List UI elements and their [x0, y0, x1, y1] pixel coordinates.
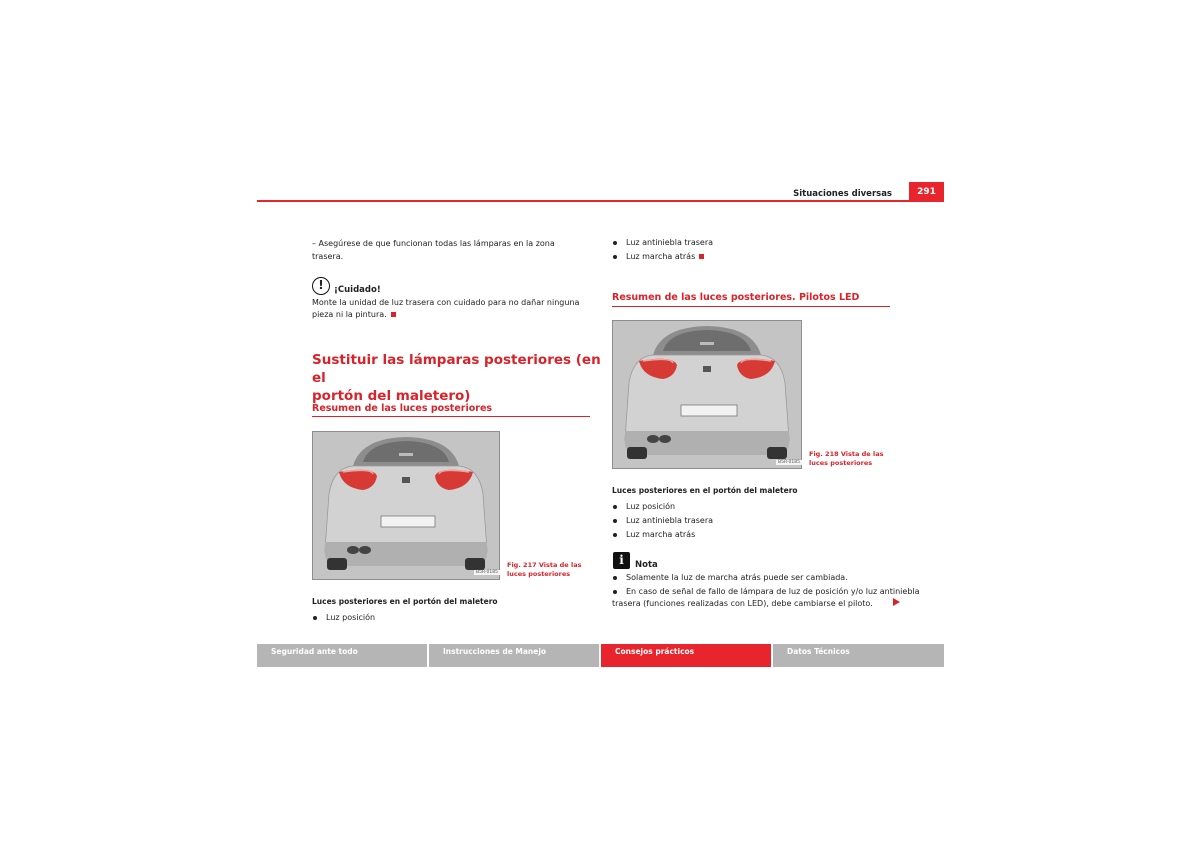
bullet-dot — [313, 616, 317, 620]
figure-217 — [312, 431, 500, 580]
list-item — [612, 530, 695, 539]
tab-label: Seguridad ante todo — [271, 647, 358, 656]
list-item-text: Luz posición — [326, 613, 376, 622]
bullet-dot — [613, 241, 617, 245]
list-item — [612, 516, 713, 525]
section-title: Situaciones diversas — [793, 189, 892, 199]
tab-seguridad[interactable] — [257, 644, 427, 667]
tab-label: Datos Técnicos — [787, 647, 850, 656]
list-item — [612, 587, 920, 596]
lights-label-right: Luces posteriores en el portón del maletero — [612, 486, 798, 495]
list-item-text: Solamente la luz de marcha atrás puede ser cambiada. — [626, 573, 848, 582]
bullet-dot — [613, 519, 617, 523]
list-item — [612, 238, 713, 247]
exclamation-circle-icon: ! — [312, 277, 330, 295]
note-continuation: trasera (funciones realizadas con LED), debe cambiarse el piloto. — [612, 599, 873, 608]
figure-218-caption-line-2: luces posteriores — [809, 459, 873, 467]
car-rear-led-illustration — [613, 321, 801, 468]
header-divider — [257, 200, 944, 202]
list-item — [612, 573, 848, 582]
list-item — [312, 613, 375, 622]
figure-218 — [612, 320, 802, 469]
subheading-left: Resumen de las luces posteriores — [312, 403, 493, 414]
info-icon: i — [613, 552, 630, 569]
bullet-dot — [613, 533, 617, 537]
figure-217-caption-line-2: luces posteriores — [507, 570, 571, 578]
subheading-right: Resumen de las luces posteriores. Pilotos LED — [612, 292, 860, 303]
warning-title: ¡Cuidado! — [334, 285, 381, 295]
list-item-text: Luz posición — [626, 502, 676, 511]
end-square-icon — [391, 312, 396, 317]
tab-datos[interactable] — [773, 644, 944, 667]
figure-218-code: B5R-0185 — [778, 460, 800, 465]
subheading-left-underline — [312, 416, 590, 417]
bullet-dot — [613, 255, 617, 259]
dash-item: – Asegúrese de que funcionan todas las lámparas en la zona trasera. — [312, 239, 555, 261]
tab-label: Consejos prácticos — [615, 647, 695, 656]
tab-instrucciones[interactable] — [429, 644, 599, 667]
figure-218-caption-line-1: Fig. 218 Vista de las — [809, 450, 884, 458]
tab-consejos[interactable] — [601, 644, 771, 667]
bullet-dot — [613, 505, 617, 509]
figure-218-caption — [809, 450, 883, 468]
figure-217-code: B5R-0185 — [476, 570, 498, 575]
section-heading — [312, 351, 602, 405]
bullet-dot — [613, 576, 617, 580]
lights-label-left: Luces posteriores en el portón del maletero — [312, 597, 498, 606]
section-heading-line-2: portón del maletero) — [312, 388, 471, 404]
list-item-text: Luz marcha atrás — [626, 252, 696, 261]
end-square-icon — [699, 254, 704, 259]
list-item-text: Luz antiniebla trasera — [626, 238, 714, 247]
page-number: 291 — [909, 182, 944, 202]
car-rear-illustration — [313, 432, 499, 579]
figure-217-caption — [507, 561, 581, 579]
arrow-right-icon[interactable] — [893, 598, 900, 606]
list-item-text: En caso de señal de fallo de lámpara de luz de posición y/o luz antiniebla — [626, 587, 920, 596]
note-title: Nota — [635, 560, 658, 570]
warning-text — [312, 297, 597, 321]
tab-label: Instrucciones de Manejo — [443, 647, 547, 656]
list-item-text: Luz antiniebla trasera — [626, 516, 714, 525]
figure-217-caption-line-1: Fig. 217 Vista de las — [507, 561, 582, 569]
list-item — [612, 252, 704, 261]
list-item-text: Luz marcha atrás — [626, 530, 696, 539]
bullet-dot — [613, 590, 617, 594]
warning-text-content: Monte la unidad de luz trasera con cuidado para no dañar ninguna pieza ni la pintura. — [312, 298, 580, 319]
subheading-right-underline — [612, 306, 890, 307]
section-heading-line-1: Sustituir las lámparas posteriores (en el — [312, 352, 601, 386]
list-item — [612, 502, 675, 511]
